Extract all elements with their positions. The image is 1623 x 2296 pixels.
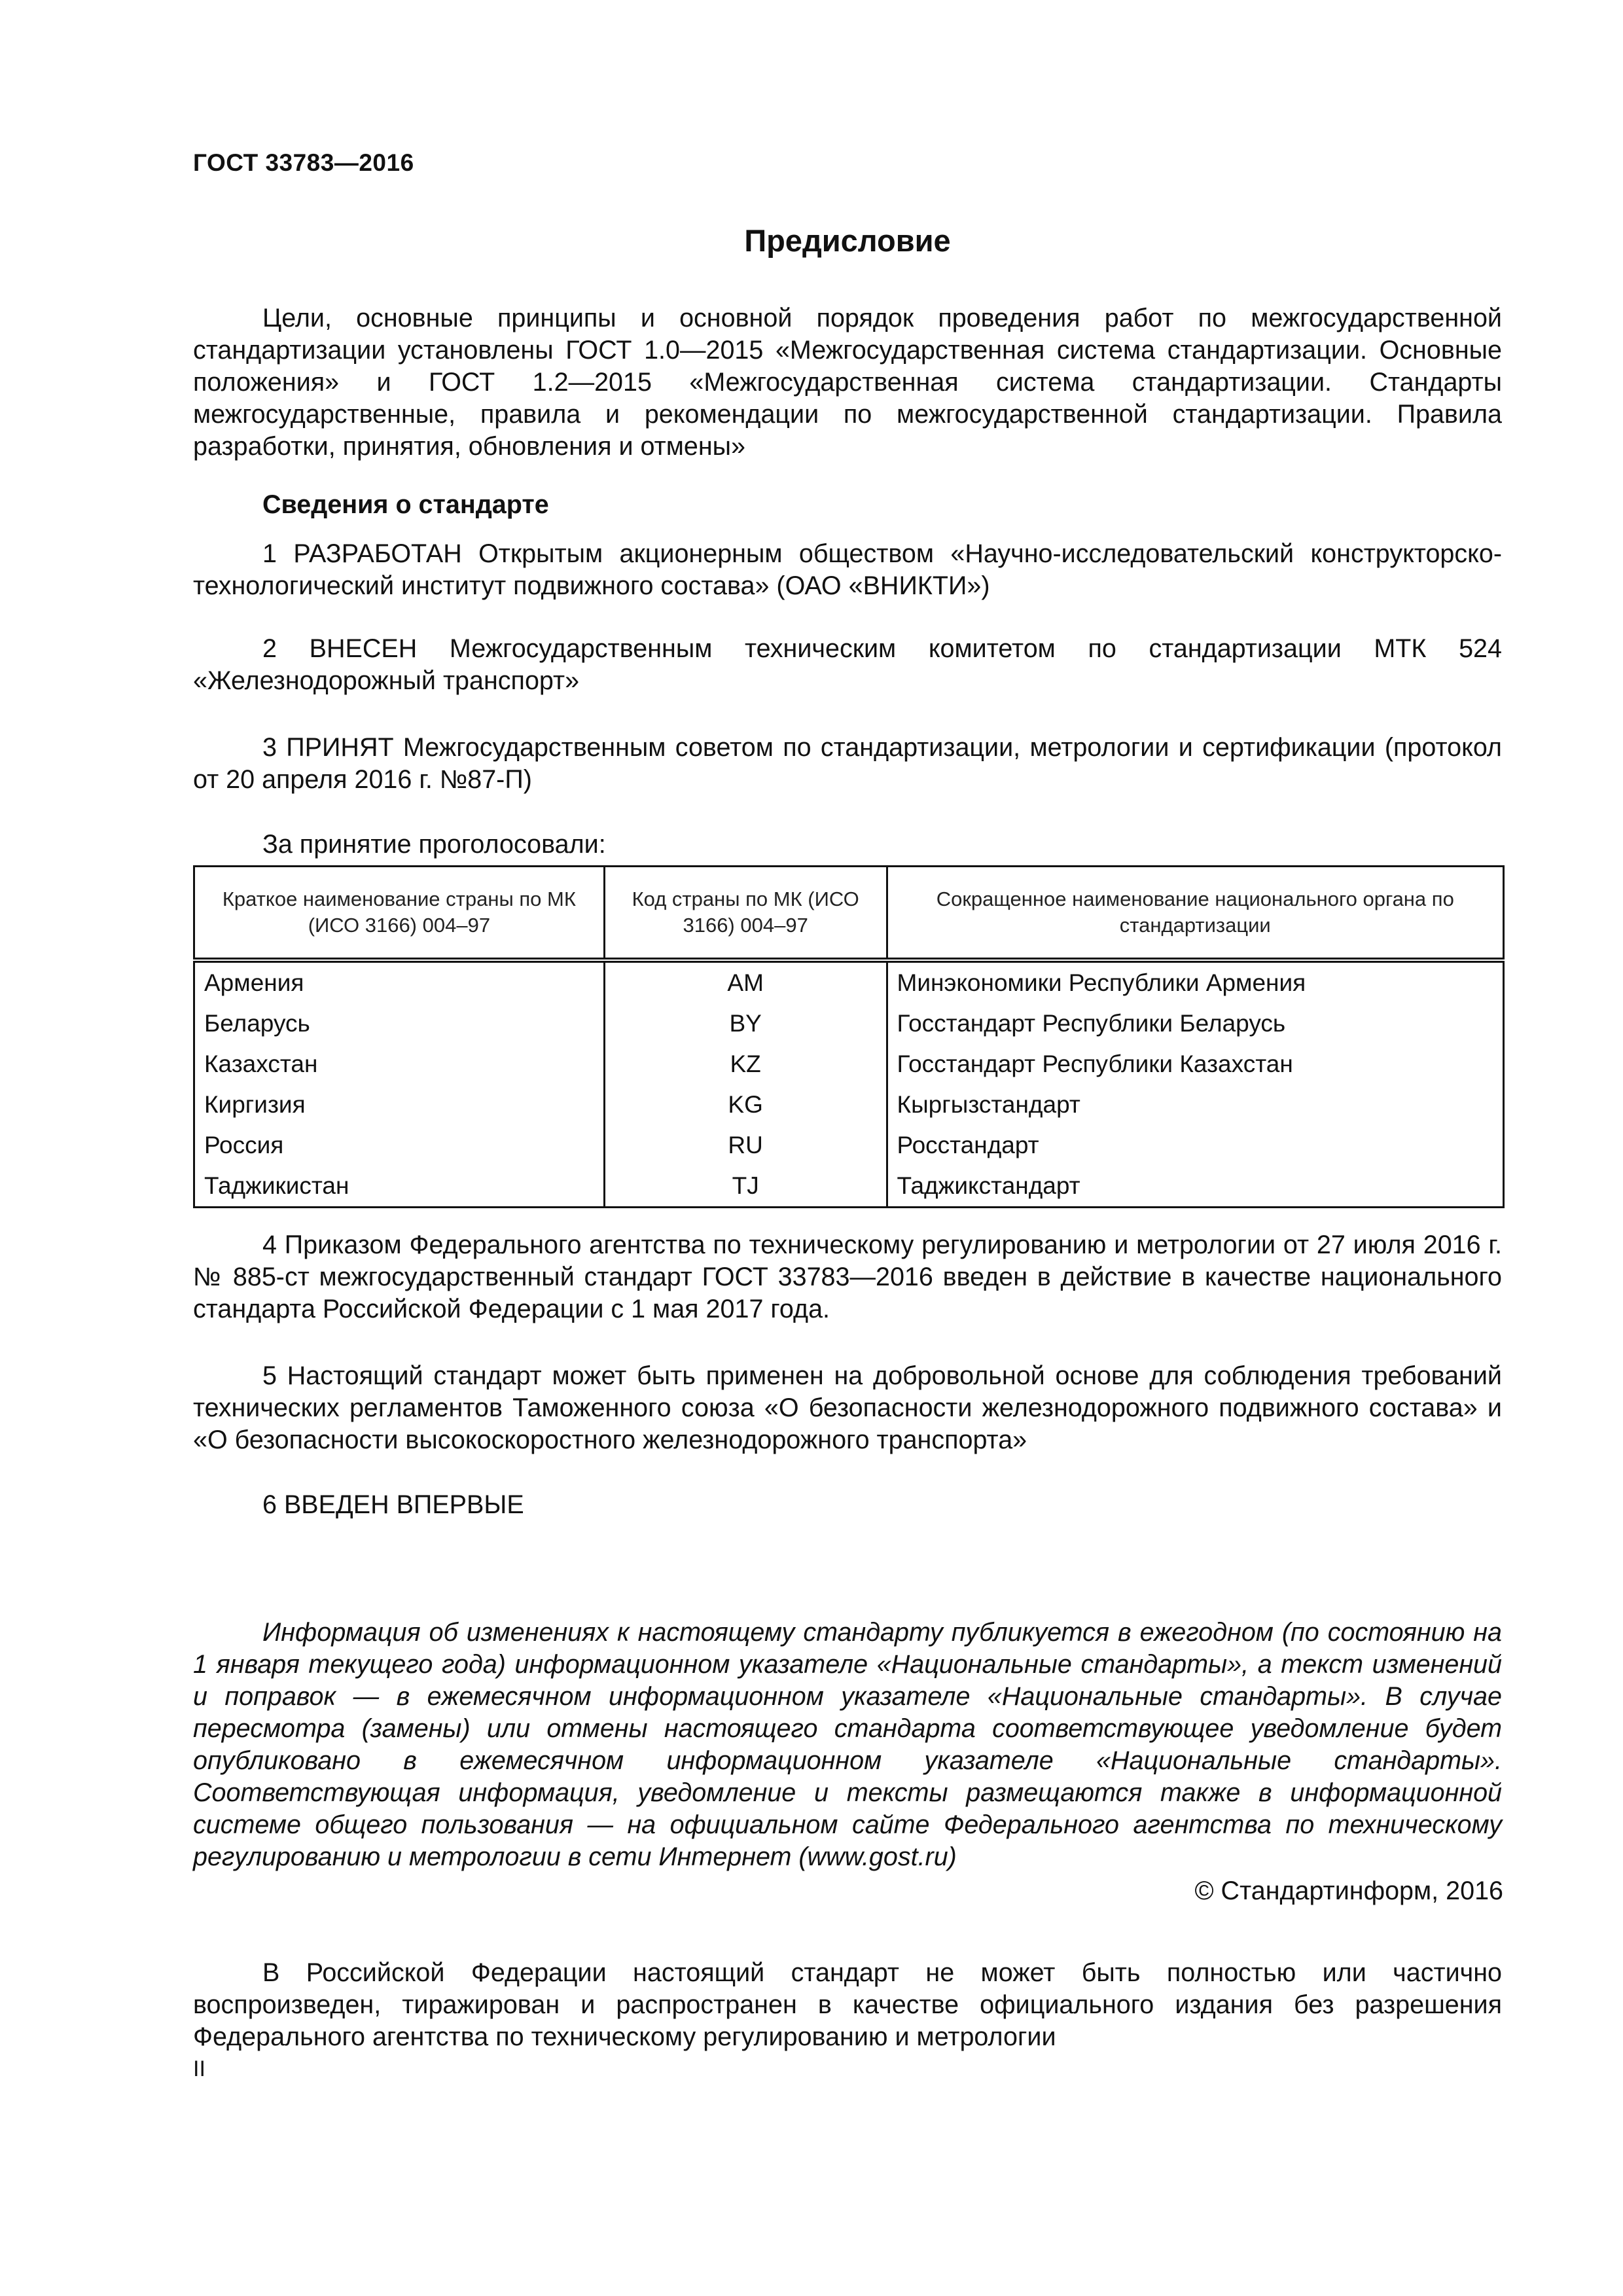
cell-org: Кыргызстандарт: [887, 1085, 1503, 1125]
table-row: [194, 1125, 1504, 1166]
cell-code: TJ: [604, 1166, 887, 1208]
vote-table: [193, 865, 1505, 1208]
cell-org: Минэкономики Республики Армения: [887, 960, 1503, 1003]
info-notice: Информация об изменениях к настоящему стандарту публикуется в ежегодном (по состоянию на 1 января текущего года) информационном указателе «Национальные стандарты», а текст изменений и поправок — в ежемесячном информационном указателе «Национальные стандарты». В случае пересмотра (замены) или отмены настоящего стандарта соответствующее уведомление будет опубликовано в ежемесячном информационном указателе «Национальные стандарты». Соответствующая информация, уведомление и тексты размещаются также в информационной системе общего пользования — на официальном сайте Федерального агентства по техническому регулированию и метрологии в сети Интернет (www.gost.ru): [193, 1618, 1502, 1871]
item-prinyat: 3 ПРИНЯТ Межгосударственным советом по стандартизации, метрологии и сертификации (протокол от 20 апреля 2016 г. №87-П): [193, 733, 1502, 794]
page-number: II: [193, 2056, 205, 2081]
cell-country: Таджикистан: [194, 1166, 605, 1208]
header-country-name: Краткое наименование страны по МК (ИСО 3166) 004–97: [194, 867, 605, 961]
item-5-voluntary: 5 Настоящий стандарт может быть применен на добровольной основе для соблюдения требований технических регламентов Таможенного союза «О безопасности железнодорожного подвижного состава» и «О безопасности высокоскоростного железнодорожного транспорта»: [193, 1361, 1502, 1454]
table-row: [194, 1085, 1504, 1125]
cell-country: Россия: [194, 1125, 605, 1166]
svedeniya-heading: Сведения о стандарте: [262, 490, 549, 519]
item-razrabotan: 1 РАЗРАБОТАН Открытым акционерным обществом «Научно-исследовательский конструкторско-технологический институт подвижного состава» (ОАО «ВНИКТИ»): [193, 539, 1502, 600]
table-row: [194, 960, 1504, 1003]
header-country-code: Код страны по МК (ИСО 3166) 004–97: [604, 867, 887, 961]
cell-org: Госстандарт Республики Казахстан: [887, 1044, 1503, 1085]
cell-code: RU: [604, 1125, 887, 1166]
document-code: ГОСТ 33783—2016: [193, 149, 414, 176]
cell-country: Казахстан: [194, 1044, 605, 1085]
cell-country: Киргизия: [194, 1085, 605, 1125]
rf-reproduction-notice: В Российской Федерации настоящий стандарт не может быть полностью или частично воспроизведен, тиражирован и распространен в качестве официального издания без разрешения Федерального агентства по техническому регулированию и метрологии: [193, 1958, 1502, 2051]
cell-code: BY: [604, 1003, 887, 1044]
document-page: [193, 0, 1502, 2296]
copyright-notice: © Стандартинформ, 2016: [1194, 1876, 1503, 1905]
item-6-first-introduced: 6 ВВЕДЕН ВПЕРВЫЕ: [262, 1490, 524, 1519]
cell-org: Росстандарт: [887, 1125, 1503, 1166]
cell-code: KZ: [604, 1044, 887, 1085]
voted-label: За принятие проголосовали:: [262, 830, 606, 859]
table-row: [194, 1044, 1504, 1085]
table-header-row: [194, 867, 1504, 961]
item-4-order: 4 Приказом Федерального агентства по техническому регулированию и метрологии от 27 июля 2016 г. № 885-ст межгосударственный стандарт ГОСТ 33783—2016 введен в действие в качестве национального стандарта Российской Федерации с 1 мая 2017 года.: [193, 1230, 1502, 1323]
cell-country: Армения: [194, 960, 605, 1003]
table-row: [194, 1166, 1504, 1208]
cell-org: Таджикстандарт: [887, 1166, 1503, 1208]
cell-org: Госстандарт Республики Беларусь: [887, 1003, 1503, 1044]
cell-country: Беларусь: [194, 1003, 605, 1044]
item-vnesen: 2 ВНЕСЕН Межгосударственным техническим комитетом по стандартизации МТК 524 «Железнодорожный транспорт»: [193, 634, 1502, 695]
intro-paragraph: Цели, основные принципы и основной порядок проведения работ по межгосударственной стандартизации установлены ГОСТ 1.0—2015 «Межгосударственная система стандартизации. Основные положения» и ГОСТ 1.2—2015 «Межгосударственная система стандартизации. Стандарты межгосударственные, правила и рекомендации по межгосударственной стандартизации. Правила разработки, принятия, обновления и отмены»: [193, 304, 1502, 461]
table-row: [194, 1003, 1504, 1044]
page-title: Предисловие: [744, 223, 951, 258]
cell-code: AM: [604, 960, 887, 1003]
header-national-body: Сокращенное наименование национального органа по стандартизации: [887, 867, 1503, 961]
cell-code: KG: [604, 1085, 887, 1125]
